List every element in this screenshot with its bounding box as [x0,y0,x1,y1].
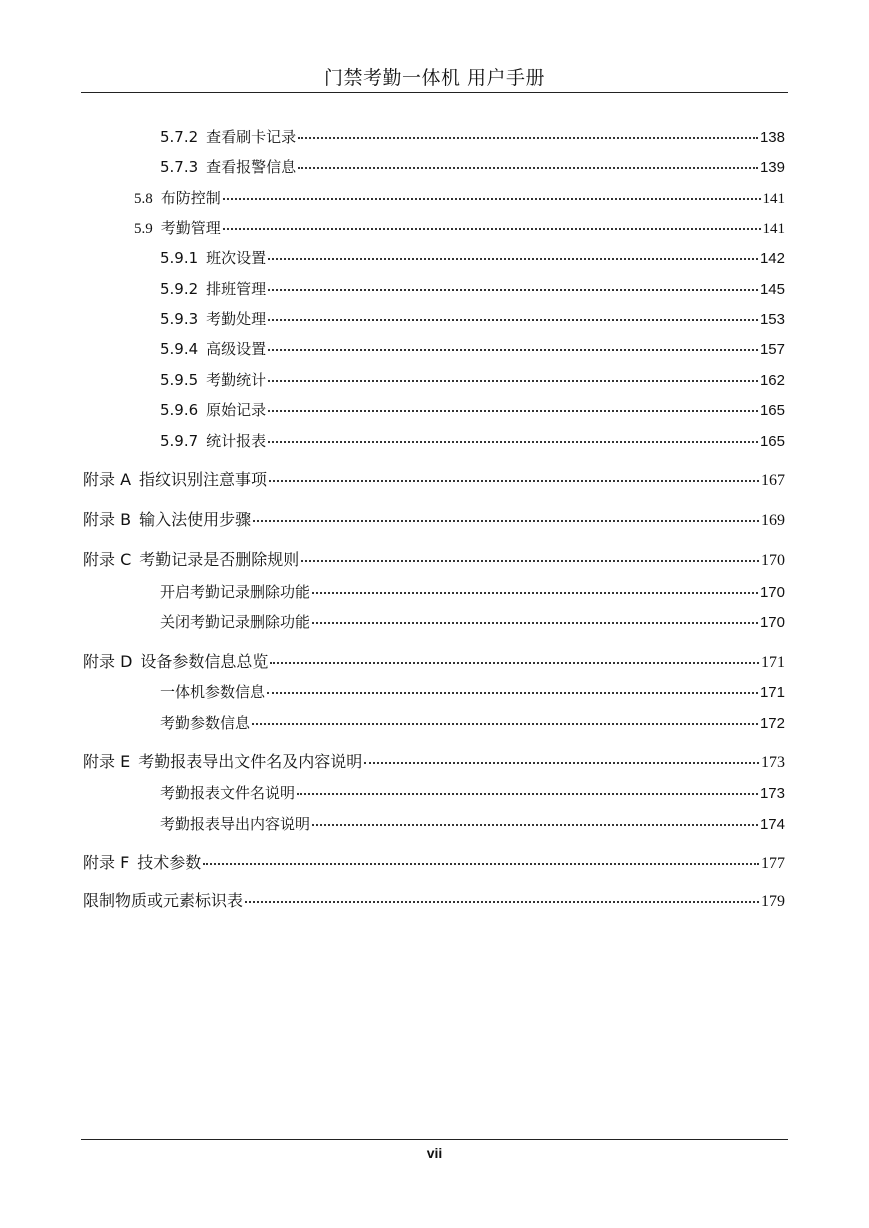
toc-entry-title: 统计报表 [206,432,267,450]
toc-entry-number: 附录 C [83,550,132,569]
toc-entry-title: 限制物质或元素标识表 [83,891,244,910]
toc-entry[interactable] [160,369,785,390]
toc-entry-number: 5.9.5 [160,371,199,389]
toc-entry-title: 一体机参数信息 [160,683,266,701]
toc-entry-number: 附录 F [83,853,130,872]
toc-dot-leader [268,349,758,351]
toc-entry-page: 157 [759,341,785,358]
footer-rule [81,1139,788,1140]
toc-entry-page: 162 [759,372,785,389]
toc-entry[interactable] [160,611,785,632]
toc-entry-title: 考勤报表导出文件名及内容说明 [138,752,363,771]
toc-entry-page: 170 [759,584,785,601]
toc-entry[interactable] [160,430,785,451]
toc-dot-leader [203,863,759,865]
toc-entry[interactable] [160,782,785,803]
toc-entry-page: 139 [759,159,785,176]
toc-entry-title: 考勤统计 [206,371,267,389]
toc-entry-number: 5.9.3 [160,310,199,328]
toc-entry-title: 排班管理 [206,280,267,298]
toc-entry-number: 5.7.2 [160,128,199,146]
toc-entry-page: 165 [759,433,785,450]
toc-dot-leader [312,592,758,594]
toc-entry-title: 考勤参数信息 [160,714,251,732]
toc-entry-page: 170 [761,552,785,569]
footer-page-number: vii [426,1145,443,1161]
toc-entry-number: 5.8 [134,191,153,207]
toc-entry[interactable] [83,749,785,772]
toc-dot-leader [268,258,758,260]
toc-entry-title: 高级设置 [206,340,267,358]
toc-entry[interactable] [160,308,785,329]
toc-entry-number: 5.9 [134,221,153,237]
toc-entry-page: 179 [761,893,785,910]
toc-dot-leader [223,198,761,200]
toc-entry-title: 考勤管理 [160,219,221,237]
toc-entry-page: 145 [759,281,785,298]
toc-entry-page: 173 [759,785,785,802]
toc-entry[interactable] [83,507,785,530]
toc-entry-title: 关闭考勤记录删除功能 [160,613,311,631]
toc-dot-leader [268,319,758,321]
toc-entry[interactable] [83,649,785,672]
toc-entry-page: 142 [759,250,785,267]
toc-entry-page: 177 [761,855,785,872]
toc-entry-title: 技术参数 [137,853,202,872]
toc-entry-title: 查看刷卡记录 [206,128,297,146]
toc-entry-number: 5.9.7 [160,432,199,450]
toc-entry-page: 141 [762,191,785,207]
toc-entry-title: 考勤报表导出内容说明 [160,815,311,833]
toc-dot-leader [312,824,758,826]
toc-entry-page: 141 [762,221,785,237]
toc-entry[interactable] [83,850,785,873]
toc-entry[interactable] [83,547,785,570]
toc-entry-number: 附录 D [83,652,133,671]
toc-entry-title: 开启考勤记录删除功能 [160,583,311,601]
toc-dot-leader [267,692,758,694]
toc-entry[interactable] [160,681,785,702]
toc-entry[interactable] [134,187,785,208]
toc-dot-leader [268,441,758,443]
toc-entry-page: 174 [759,816,785,833]
toc-dot-leader [268,289,758,291]
toc-entry-title: 输入法使用步骤 [139,510,252,529]
toc-entry[interactable] [160,247,785,268]
toc-entry-page: 171 [759,684,785,701]
toc-entry-number: 附录 A [83,470,132,489]
toc-entry[interactable] [160,278,785,299]
page-header-title: 门禁考勤一体机 用户手册 [323,67,546,89]
toc-entry-title: 考勤记录是否删除规则 [139,550,300,569]
toc-entry-page: 169 [761,512,785,529]
toc-entry-number: 5.9.2 [160,280,199,298]
toc-entry-page: 171 [761,654,785,671]
toc-entry-title: 布防控制 [160,189,221,207]
toc-dot-leader [269,480,759,482]
toc-entry[interactable] [160,813,785,834]
toc-dot-leader [312,622,758,624]
toc-entry[interactable] [83,467,785,490]
toc-entry-title: 指纹识别注意事项 [139,470,268,489]
toc-entry[interactable] [160,399,785,420]
toc-entry-page: 172 [759,715,785,732]
toc-entry[interactable] [160,156,785,177]
toc-dot-leader [268,410,758,412]
toc-dot-leader [252,723,758,725]
toc-entry-title: 设备参数信息总览 [140,652,269,671]
toc-entry-page: 165 [759,402,785,419]
toc-entry-number: 5.9.6 [160,401,199,419]
toc-entry-title: 查看报警信息 [206,158,297,176]
toc-entry-title: 班次设置 [206,249,267,267]
toc-entry-number: 5.9.4 [160,340,199,358]
toc-entry[interactable] [160,712,785,733]
toc-entry-page: 153 [759,311,785,328]
toc-entry[interactable] [160,338,785,359]
header-rule [81,92,788,93]
toc-entry-page: 170 [759,614,785,631]
toc-entry[interactable] [160,581,785,602]
toc-entry-page: 138 [759,129,785,146]
toc-dot-leader [223,228,761,230]
toc-entry[interactable] [160,126,785,147]
toc-entry-page: 173 [761,754,785,771]
toc-entry-title: 考勤处理 [206,310,267,328]
toc-dot-leader [301,560,759,562]
toc-entry[interactable] [83,888,785,911]
toc-entry-title: 原始记录 [206,401,267,419]
toc-entry-title: 考勤报表文件名说明 [160,784,296,802]
toc-dot-leader [298,137,758,139]
toc-dot-leader [364,762,759,764]
toc-entry-page: 167 [761,472,785,489]
toc-entry-number: 5.9.1 [160,249,199,267]
toc-dot-leader [270,662,759,664]
toc-entry[interactable] [134,217,785,238]
toc-dot-leader [245,901,759,903]
toc-entry-number: 附录 B [83,510,132,529]
toc-entry-number: 附录 E [83,752,131,771]
toc-dot-leader [253,520,759,522]
toc-dot-leader [297,793,758,795]
toc-dot-leader [298,167,758,169]
toc-entry-number: 5.7.3 [160,158,199,176]
toc-dot-leader [268,380,758,382]
